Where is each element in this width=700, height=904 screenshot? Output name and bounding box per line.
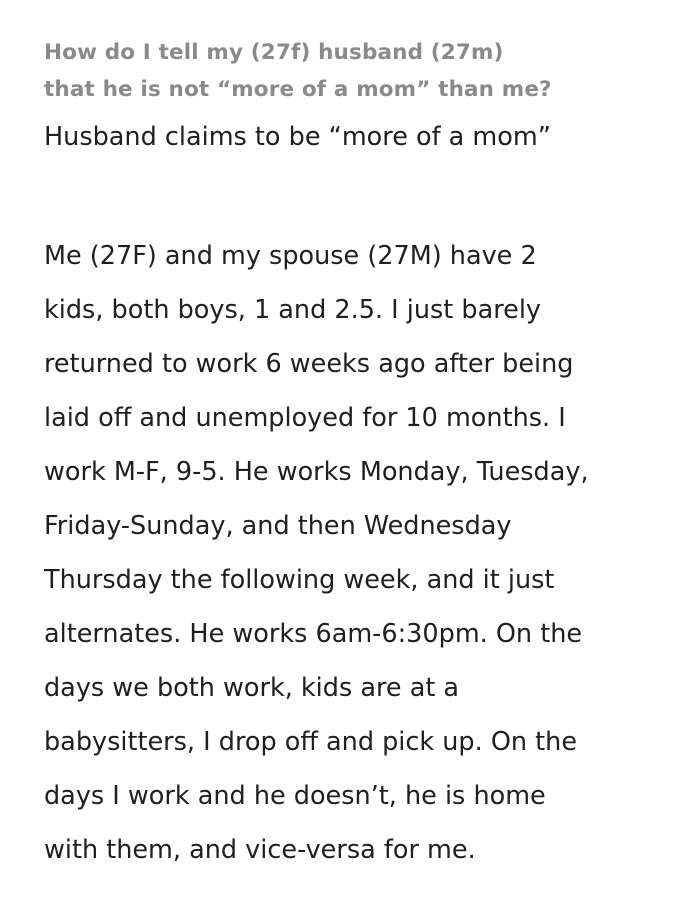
post-title-line: How do I tell my (27f) husband (27m) <box>44 40 504 65</box>
post-container <box>44 0 684 877</box>
post-title <box>44 0 684 108</box>
post-subtitle: Husband claims to be “more of a mom” <box>44 122 551 152</box>
post-body <box>44 157 684 877</box>
post-title-line: that he is not “more of a mom” than me? <box>44 77 552 102</box>
post-body-line: babysitters, I drop off and pick up. On the <box>44 727 578 757</box>
post-body-line: returned to work 6 weeks ago after being <box>44 349 574 379</box>
post-body-line: with them, and vice-versa for me. <box>44 835 476 865</box>
post-body-line: Friday-Sunday, and then Wednesday <box>44 511 512 541</box>
post-body-line: days I work and he doesn’t, he is home <box>44 781 546 811</box>
post-body-line: Me (27F) and my spouse (27M) have 2 <box>44 241 537 271</box>
post-body-line: laid off and unemployed for 10 months. I <box>44 403 566 433</box>
post-body-line: kids, both boys, 1 and 2.5. I just barely <box>44 295 542 325</box>
post-body-line: days we both work, kids are at a <box>44 673 460 703</box>
post-body-line: Thursday the following week, and it just <box>44 565 555 595</box>
post-body-line: work M-F, 9-5. He works Monday, Tuesday, <box>44 457 589 487</box>
post-body-line: alternates. He works 6am-6:30pm. On the <box>44 619 583 649</box>
